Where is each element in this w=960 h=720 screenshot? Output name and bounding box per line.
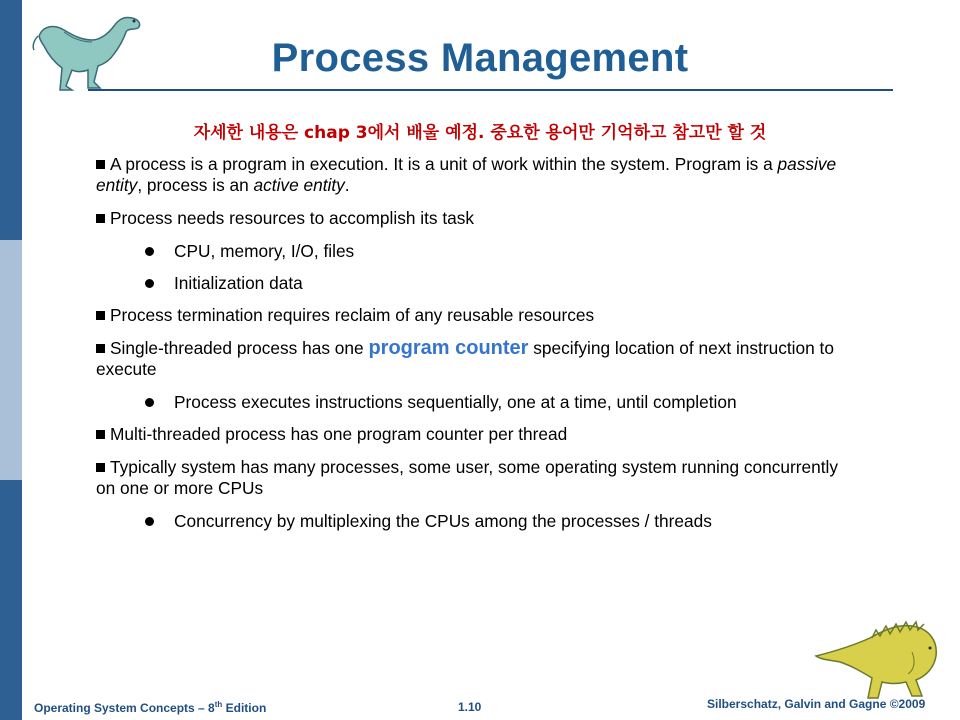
bullet-text: Initialization data <box>174 273 303 293</box>
bullet-text: A process is a program in execution. It is a unit of work within the system. Program is a <box>110 154 778 174</box>
sub-bullet-concurrency <box>96 511 856 532</box>
page-number: 1.10 <box>458 700 482 714</box>
bullet-process-definition <box>96 154 856 196</box>
square-bullet-icon <box>96 344 105 353</box>
bullet-text: Typically system has many processes, some user, some operating system running concurrently on one or more CPUs <box>96 457 839 498</box>
bullet-emphasis: active entity <box>253 175 345 195</box>
bullet-text: Multi-threaded process has one program counter per thread <box>110 424 568 444</box>
sub-bullet-sequential <box>96 392 856 413</box>
sub-bullet-cpu <box>96 241 856 262</box>
bullet-resources <box>96 208 856 229</box>
sidebar-light-band <box>0 240 22 480</box>
bullet-text: specifying location of next instruction to execute <box>96 338 834 379</box>
round-bullet-icon <box>145 279 154 288</box>
sidebar-bar <box>0 0 22 720</box>
footer-book-title <box>34 700 266 715</box>
dinosaur-bottom-icon <box>812 612 952 708</box>
footer-authors: Silberschatz, Galvin and Gagne ©2009 <box>707 697 926 711</box>
square-bullet-icon <box>96 463 105 472</box>
square-bullet-icon <box>96 160 105 169</box>
title-divider <box>88 89 893 91</box>
bullet-text: Concurrency by multiplexing the CPUs among the processes / threads <box>174 511 712 531</box>
round-bullet-icon <box>145 247 154 256</box>
page-title: Process Management <box>271 36 689 80</box>
footer-text: Operating System Concepts – 8 <box>34 701 215 715</box>
bullet-text: Process termination requires reclaim of any reusable resources <box>110 305 595 325</box>
bullet-multi-threaded <box>96 424 856 445</box>
subtitle-note: 자세한 내용은 chap 3에서 배울 예정. 중요한 용어만 기억하고 참고만 할 것 <box>193 123 767 143</box>
bullet-text: , process is an <box>137 175 254 195</box>
bullet-many-processes <box>96 457 856 499</box>
round-bullet-icon <box>145 517 154 526</box>
highlight-term: program counter <box>368 337 529 359</box>
slide-content <box>96 154 856 543</box>
footer-sup: th <box>214 700 223 709</box>
bullet-emphasis: passive entity <box>96 154 837 195</box>
bullet-single-threaded <box>96 338 856 380</box>
footer-text: Edition <box>222 701 267 715</box>
bullet-text: Process needs resources to accomplish its task <box>110 208 475 228</box>
square-bullet-icon <box>96 430 105 439</box>
square-bullet-icon <box>96 311 105 320</box>
bullet-termination <box>96 305 856 326</box>
square-bullet-icon <box>96 214 105 223</box>
round-bullet-icon <box>145 398 154 407</box>
bullet-text: . <box>344 175 350 195</box>
sub-bullet-init-data <box>96 273 856 294</box>
bullet-text: Process executes instructions sequentially, one at a time, until completion <box>174 392 737 412</box>
bullet-text: Single-threaded process has one <box>110 338 369 358</box>
bullet-text: CPU, memory, I/O, files <box>174 241 355 261</box>
